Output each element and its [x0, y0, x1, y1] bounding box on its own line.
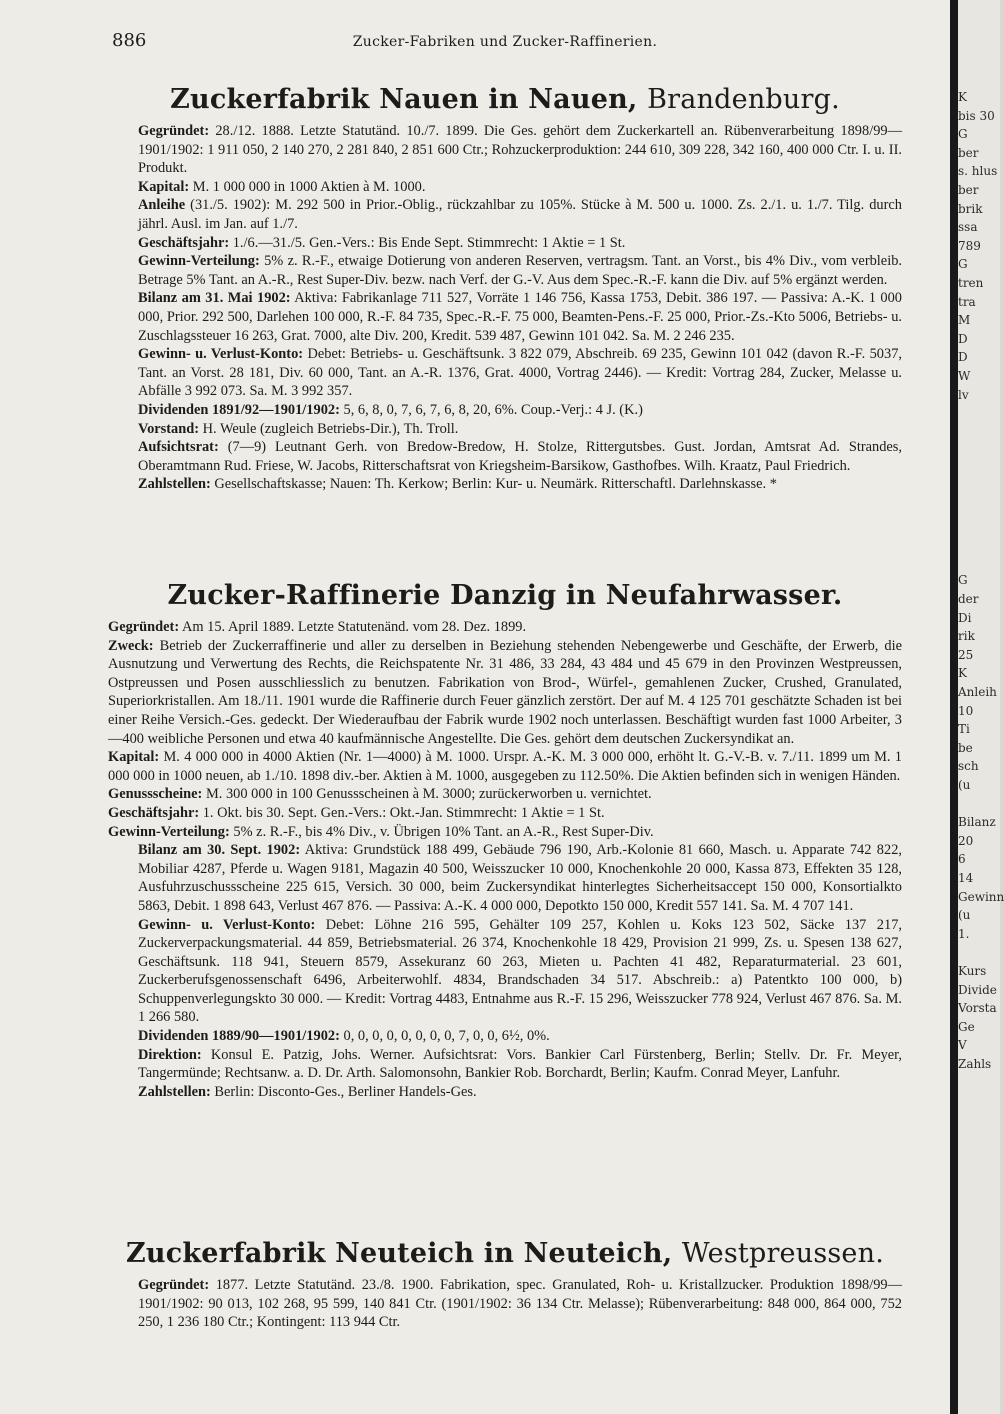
entry-board: Vorstand: H. Weule (zugleich Betriebs-Dir.), Th. Troll. [138, 420, 459, 437]
right-page-fragment: ber [958, 182, 979, 197]
entry-profit-distribution: Gewinn-Verteilung: 5% z. R.-F., etwaige Dotierung von anderen Reserven, vertragsm. Tant. an Vorst., bis 4% Div., vom verbleib. Betrage 5% Tant. an A.-R., Rest Super-Div. bezw. nach Verf. der G.-V. Aus dem Spec.-R.-F. kann die Div. auf 5% ergänzt werden. [138, 253, 902, 288]
entry-balance: Bilanz am 30. Sept. 1902: Aktiva: Grundstück 188 499, Gebäude 796 190, Arb.-Kolonie 81 660, Masch. u. Apparate 742 822, Mobiliar 4287, Pferde u. Wagen 9181, Magazin 40 500, Weisszucker 10 000, Knochenkohle 20 000, Kassa 873, Effekten 35 128, Ausfuhrzuschussscheine 225 615, Versich. 30 000, beim Zuckersyndikat hinterlegtes Sicherheitsaccept 150 000, Konsortialkto 5863, Debit. 1 898 643, Verlust 467 876. — Passiva: A.-K. 4 000 000, Depotkto 150 000, Kredit 557 141. Sa. M. 4 707 141. [138, 842, 902, 914]
right-page-fragment [958, 497, 1000, 516]
entry-profit-loss: Gewinn- u. Verlust-Konto: Debet: Betriebs- u. Geschäftsunk. 3 822 079, Abschreib. 69 235, Gewinn 101 042 (davon R.-F. 5037, Tant. an Vorst. 28 181, Div. 60 000, Tant. an A.-R. 1376, Grat. 4000, Vortrag 2446). — Kredit: Vortrag 284, Zucker, Melasse u. Abfälle 3 992 073. Sa. M. 3 992 357. [138, 346, 902, 400]
page-number: 886 [112, 30, 147, 51]
entry-capital: Kapital: M. 1 000 000 in 1000 Aktien à M. 1000. [138, 178, 426, 195]
right-page-fragment [958, 943, 1000, 962]
right-page-fragment: Ge [958, 1019, 975, 1034]
entry-profit-distribution: Gewinn-Verteilung: 5% z. R.-F., bis 4% Div., v. Übrigen 10% Tant. an A.-R., Rest Super-Div. [108, 823, 654, 840]
entry-purpose: Zweck: Betrieb der Zuckerraffinerie und aller zu derselben in Beziehung stehenden Nebengewerbe und Geschäfte, der Erwerb, die Ausnutzung und Verwertung des Rechts, die Reichspatente Nr. 31 486, 33 284, 43 484 und 45 679 in den Provinzen Westpreussen, Ostpreussen und Posen ausschliesslich zu benutzen. Fabrikation von Brod-, Würfel-, gemahlenen Zucker, Crushed, Granulated, Superiorkristallen. Am 18./11. 1901 wurde die Raffinerie durch Feuer gänzlich zerstört. Der auf M. 4 125 701 geschätzte Schaden ist bei einer Reihe Versich.-Ges. gedeckt. Der Wiederaufbau der Fabrik wurde 1902 noch unterlassen. Beschäftigt wurden fast 1000 Arbeiter, 3—400 weibliche Personen und etwa 40 kaufmännische Angestellte. Die Ges. gehört dem deutschen Zuckersyndikat an. [108, 637, 902, 747]
section-body [100, 618, 910, 1101]
section-title: Zuckerfabrik Nauen in Nauen, Brandenburg. [170, 84, 840, 115]
right-page-fragment: 789 [958, 238, 981, 253]
right-page-fragment: be [958, 740, 973, 755]
entry-dividends: Dividenden 1889/90—1901/1902: 0, 0, 0, 0, 0, 0, 0, 0, 7, 0, 0, 6½, 0%. [138, 1028, 550, 1045]
right-page-fragment: der [958, 592, 979, 607]
right-page-fragment [958, 423, 1000, 442]
entry-paying-agents: Zahlstellen: Gesellschaftskasse; Nauen: Th. Kerkow; Berlin: Kur- u. Neumärk. Ritterschaftl. Darlehnskasse. * [138, 476, 777, 493]
right-page-fragment: Divide [958, 982, 997, 997]
right-page-fragment: G [958, 573, 968, 588]
right-page-fragment: Kurs [958, 963, 987, 978]
right-page-fragment: Zahls [958, 1056, 992, 1071]
section-title: Zuckerfabrik Neuteich in Neuteich, Westpreussen. [126, 1238, 884, 1269]
right-page-fragment: M [958, 313, 971, 328]
entry-fiscal-year: Geschäftsjahr: 1. Okt. bis 30. Sept. Gen.-Vers.: Okt.-Jan. Stimmrecht: 1 Aktie = 1 St. [108, 804, 605, 821]
right-page-fragment: 20 [958, 833, 974, 848]
page-header [100, 30, 910, 52]
right-page-edge [958, 0, 1004, 1414]
right-page-fragment: W [958, 368, 971, 383]
right-page-fragment: ssa [958, 220, 978, 235]
right-page-fragment: ber [958, 145, 979, 160]
right-page-fragment: G [958, 127, 968, 142]
section-neuteich [100, 1232, 910, 1332]
entry-participation-certificates: Genussscheine: M. 300 000 in 100 Genussscheinen à M. 3000; zurückerworben u. vernichtet. [108, 786, 652, 803]
entry-capital: Kapital: M. 4 000 000 in 4000 Aktien (Nr. 1—4000) à M. 1000. Urspr. A.-K. M. 3 000 000, erhöht lt. G.-V.-B. v. 7./11. 1899 um M. 1 000 000 in 1000 neuen, ab 1./10. 1898 div.-ber. Aktien à M. 1000, ausgegeben zu 112.50%. Die Aktien befinden sich in wenigen Händen. [108, 749, 902, 784]
right-page-fragment: Bilanz [958, 815, 996, 830]
right-page-fragment: Gewinn [958, 889, 1004, 904]
right-page-fragment: tren [958, 275, 984, 290]
entry-fiscal-year: Geschäftsjahr: 1./6.—31./5. Gen.-Vers.: Bis Ende Sept. Stimmrecht: 1 Aktie = 1 St. [138, 234, 626, 251]
right-page-fragment: 14 [958, 870, 974, 885]
right-page-fragment: K [958, 90, 967, 104]
right-page-fragment: D [958, 331, 968, 346]
right-page-fragment: V [958, 1038, 967, 1053]
section-danzig [100, 574, 910, 1101]
right-page-fragment [958, 460, 1000, 479]
right-page-fragment [958, 441, 1000, 460]
entry-balance: Bilanz am 31. Mai 1902: Aktiva: Fabrikanlage 711 527, Vorräte 1 146 756, Kassa 1753, Debit. 386 197. — Passiva: A.-K. 1 000 000, Prior. 292 500, Darlehen 100 000, R.-F. 84 735, Spec.-R.-F. 75 000, Beamten-Pens.-F. 25 000, Prior.-Zs.-Kto 5006, Betriebs- u. Zuschlagssteuer 16 263, Grat. 7000, alte Div. 200, Kredit. 539 487, Gewinn 101 042. Sa. M. 2 246 235. [138, 290, 903, 344]
entry-founded: Gegründet: 1877. Letzte Statutänd. 23./8. 1900. Fabrikation, spec. Granulated, Roh- u. Kristallzucker. Produktion 1898/99—1901/1902: 90 013, 102 268, 95 599, 140 841 Ctr. (1901/1902: 36 134 Ctr. Melasse); Rübenverarbeitung: 848 000, 864 000, 752 250, 1 236 180 Ctr.; Kontingent: 113 944 Ctr. [138, 1277, 902, 1331]
right-page-fragment: tra [958, 294, 976, 309]
right-page-fragment: 10 [958, 703, 974, 718]
right-page-fragment: bis 30 [958, 108, 995, 123]
right-page-fragment: D [958, 350, 968, 365]
right-page-lines [958, 0, 1004, 1071]
section-body [100, 122, 910, 494]
right-page-fragment: Anleih [958, 685, 997, 699]
entry-dividends: Dividenden 1891/92—1901/1902: 5, 6, 8, 0, 7, 6, 7, 6, 8, 20, 6%. Coup.-Verj.: 4 J. (K.) [138, 401, 643, 418]
right-page-fragment [958, 516, 1000, 535]
right-page-fragment [958, 795, 1000, 814]
right-page-fragment: 6 [958, 852, 966, 867]
right-page-fragment [958, 404, 1000, 423]
right-page-fragment: 1. [958, 926, 970, 941]
entry-supervisory-board: Aufsichtsrat: (7—9) Leutnant Gerh. von Bredow-Bredow, H. Stolze, Rittergutsbes. Gust. Jordan, Amtsrat Ad. Strandes, Oberamtmann Rud. Friese, W. Jacobs, Ritterschaftsrat von Kriegsheim-Barsikow, Gasthofbes. Wilh. Kraatz, Paul Friedrich. [138, 439, 902, 474]
entry-paying-agents: Zahlstellen: Berlin: Disconto-Ges., Berliner Handels-Ges. [138, 1083, 477, 1100]
right-page-fragment: G [958, 257, 968, 272]
running-title: Zucker-Fabriken und Zucker-Raffinerien. [352, 34, 658, 50]
right-page-fragment [958, 478, 1000, 497]
section-body [100, 1276, 910, 1332]
entry-management: Direktion: Konsul E. Patzig, Johs. Werner. Aufsichtsrat: Vors. Bankier Carl Fürstenberg, Berlin; Stellv. Dr. Fr. Meyer, Tangermünde; Rechtsanw. a. D. Dr. Arth. Salomonsohn, Bankier Rob. Borchardt, Berlin; Kaufm. Conrad Meyer, Lanfuhr. [138, 1046, 902, 1082]
entry-founded: Gegründet: 28./12. 1888. Letzte Statutänd. 10./7. 1899. Die Ges. gehört dem Zuckerkartell an. Rübenverarbeitung 1898/99—1901/1902: 1 911 050, 2 140 270, 2 281 840, 2 851 600 Ctr.; Rohzuckerproduktion: 244 610, 309 228, 342 160, 400 000 Ctr. I. u. II. Produkt. [138, 123, 902, 177]
right-page-fragment: K [958, 666, 967, 681]
right-page-fragment: sch [958, 759, 979, 774]
entry-profit-loss: Gewinn- u. Verlust-Konto: Debet: Löhne 216 595, Gehälter 109 257, Kohlen u. Koks 123 502, Säcke 137 217, Zuckerverpackungsmaterial. 44 859, Betriebsmaterial. 26 374, Knochenkohle 18 429, Provision 21 999, Zs. u. Spesen 138 627, Geschäftsunk. 118 941, Steuern 8579, Assekuranz 60 263, Mieten u. Pachten 41 482, Reparaturmaterial. 23 601, Zuckerberufsgenossenschaft 6496, Arbeiterwohlf. 4834, Brandschaden 34 517. Abschreib.: a) Patentkto 100 000, b) Schuppenverlegungskto 30 000. — Kredit: Vortrag 4483, Entnahme aus R.-F. 15 296, Weisszucker 778 924, Verlust 467 876. Sa. M. 1 266 580. [138, 916, 902, 1026]
right-page-fragment: (u [958, 777, 971, 792]
right-page-fragment [958, 534, 1000, 553]
entry-loan: Anleihe (31./5. 1902): M. 292 500 in Prior.-Oblig., rückzahlbar zu 105%. Stücke à M. 500 u. 1000. Zs. 2./1. u. 1./7. Tilg. durch jährl. Ausl. im Jan. auf 1./7. [138, 197, 902, 232]
right-page-fragment: Di [958, 610, 972, 625]
section-nauen [100, 78, 910, 494]
right-page-fragment: Vorsta [958, 1001, 997, 1016]
section-title: Zucker-Raffinerie Danzig in Neufahrwasser. [167, 580, 843, 611]
right-page-fragment: lv [958, 387, 969, 402]
right-page-fragment: Ti [958, 722, 970, 737]
right-page-fragment: s. hlus [958, 164, 998, 179]
right-page-fragment [958, 553, 1000, 572]
right-page-fragment: brik [958, 201, 983, 216]
right-page-fragment: (u [958, 908, 971, 923]
entry-founded: Gegründet: Am 15. April 1889. Letzte Statutenänd. vom 28. Dez. 1899. [108, 619, 527, 635]
right-page-fragment: 25 [958, 647, 974, 662]
right-page-fragment: rik [958, 629, 975, 644]
